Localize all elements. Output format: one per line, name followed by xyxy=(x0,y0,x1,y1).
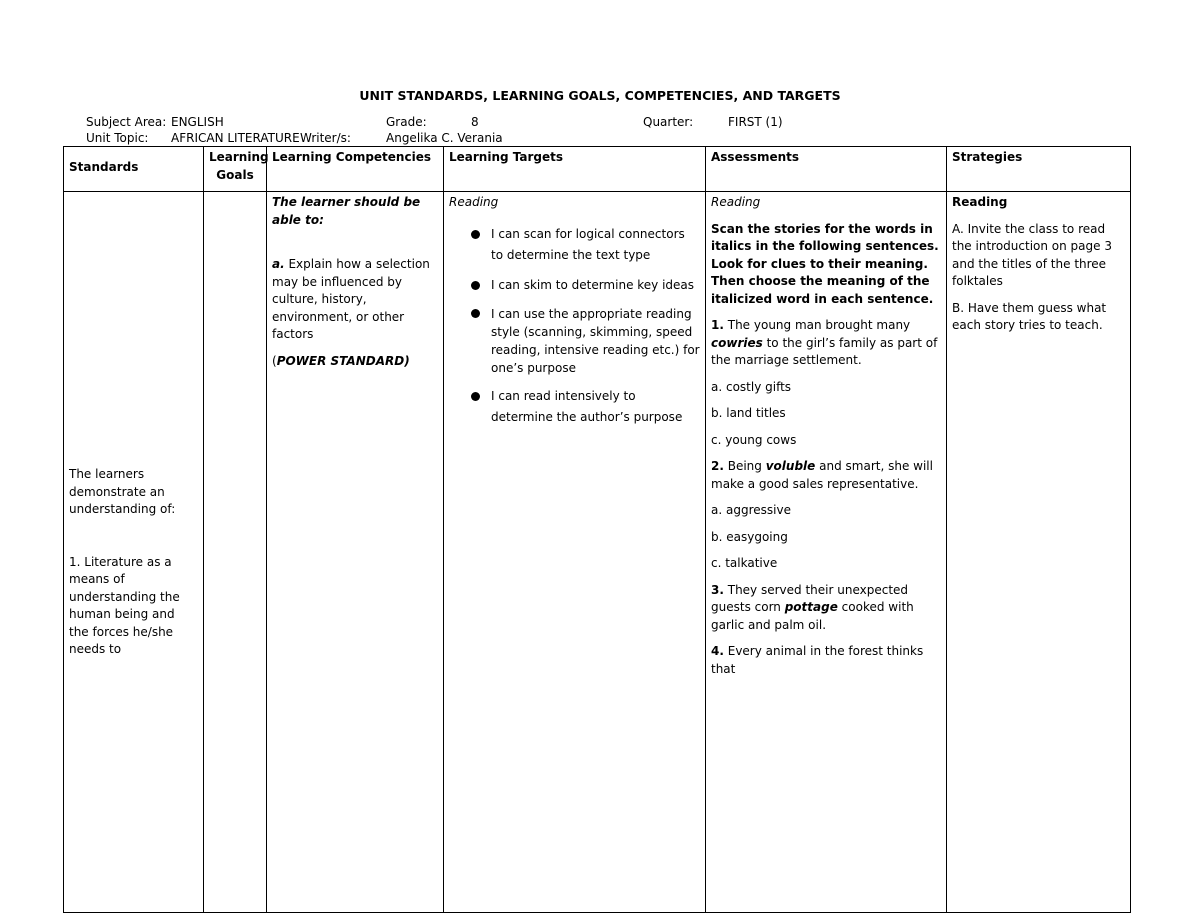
choice: a. aggressive xyxy=(711,503,791,517)
standards-item-1: 1. Literature as a means of understanding the human being and the forces he/she needs to xyxy=(69,554,180,656)
question-word: cowries xyxy=(711,335,763,350)
question-text: to the girl’s family as part of the marriage settlement. xyxy=(711,335,938,367)
power-standard xyxy=(272,353,438,371)
standards-table xyxy=(63,146,1131,913)
targets-heading: Reading xyxy=(449,195,499,209)
standards-cell xyxy=(64,192,204,913)
header-competencies: Learning Competencies xyxy=(267,147,444,192)
standards-intro: The learners demonstrate an understanding of: xyxy=(69,467,176,516)
subject-value: ENGLISH xyxy=(171,115,224,129)
choice: b. land titles xyxy=(711,406,786,420)
assessment-instructions: Scan the stories for the words in italics in the following sentences. Look for clues to their meaning. Then choose the meaning of the italicized word in each sentence. xyxy=(711,221,939,306)
learning-goals-cell xyxy=(204,192,267,913)
target-text: I can skim to determine key ideas xyxy=(491,277,695,292)
writer-label: Writer/s: xyxy=(300,131,351,145)
target-text: I can use the appropriate reading style (scanning, skimming, speed reading, intensive reading etc.) for one’s purpose xyxy=(491,306,700,375)
question-number: 3. xyxy=(711,582,724,597)
power-standard-label: POWER STANDARD) xyxy=(276,353,410,368)
choice: c. talkative xyxy=(711,556,778,570)
subject-label: Subject Area: xyxy=(86,115,167,129)
targets-cell xyxy=(444,192,706,913)
question-text: cooked with garlic and palm oil. xyxy=(711,600,914,632)
competency-a-text: Explain how a selection may be influenced by culture, history, environment, or other factors xyxy=(272,257,430,341)
question-text: and smart, she will make a good sales representative. xyxy=(711,459,933,491)
question-text: Being xyxy=(723,459,766,473)
question-number: 4. xyxy=(711,644,724,658)
question-2 xyxy=(711,458,941,493)
question-word: pottage xyxy=(784,600,838,614)
competencies-cell xyxy=(267,192,444,913)
question-word: voluble xyxy=(765,459,816,473)
header-assessments: Assessments xyxy=(706,147,947,192)
topic-label: Unit Topic: xyxy=(86,131,149,145)
table-row xyxy=(64,192,1131,913)
grade-value: 8 xyxy=(471,115,479,129)
grade-label: Grade: xyxy=(386,115,427,129)
choice: b. easygoing xyxy=(711,529,788,544)
header-standards: Standards xyxy=(64,147,204,192)
writer-value: Angelika C. Verania xyxy=(386,131,503,145)
question-number: 1. xyxy=(711,318,724,332)
strategy-a: A. Invite the class to read the introduction on page 3 and the titles of the three folktales xyxy=(952,221,1112,288)
strategy-b: B. Have them guess what each story tries to teach. xyxy=(952,300,1107,332)
quarter-value: FIRST (1) xyxy=(728,115,783,129)
competencies-lead: The learner should be able to: xyxy=(272,195,421,227)
assessments-heading: Reading xyxy=(711,195,761,209)
question-4 xyxy=(711,643,941,678)
competency-a-label: a. xyxy=(272,257,285,271)
question-text: Every animal in the forest thinks that xyxy=(711,644,924,676)
assessments-cell xyxy=(706,192,947,913)
question-1 xyxy=(711,317,941,370)
strategies-cell xyxy=(947,192,1131,913)
list-item xyxy=(491,275,700,296)
quarter-label: Quarter: xyxy=(643,115,694,129)
header-learning-goals: Learning Goals xyxy=(204,147,267,192)
bullet-icon xyxy=(471,309,480,318)
strategies-heading: Reading xyxy=(952,195,1008,209)
question-number: 2. xyxy=(711,459,724,473)
table-header-row xyxy=(64,147,1131,192)
competency-a xyxy=(272,256,438,344)
document-title: UNIT STANDARDS, LEARNING GOALS, COMPETENCIES, AND TARGETS xyxy=(359,88,841,103)
target-text: I can read intensively to determine the author’s purpose xyxy=(491,388,683,424)
power-open: ( xyxy=(272,353,277,368)
target-text: I can scan for logical connectors to determine the text type xyxy=(491,226,685,262)
list-item xyxy=(491,305,700,377)
choice: c. young cows xyxy=(711,432,797,447)
header-strategies: Strategies xyxy=(947,147,1131,192)
topic-value: AFRICAN LITERATURE xyxy=(171,131,300,145)
bullet-icon xyxy=(471,392,480,401)
header-targets: Learning Targets xyxy=(444,147,706,192)
choice: a. costly gifts xyxy=(711,379,792,394)
list-item xyxy=(491,224,700,266)
question-3 xyxy=(711,582,941,635)
bullet-icon xyxy=(471,281,480,290)
question-text: They served their unexpected guests corn xyxy=(711,582,909,614)
bullet-icon xyxy=(471,230,480,239)
question-text: The young man brought many xyxy=(723,318,911,332)
list-item xyxy=(491,386,700,428)
targets-list xyxy=(471,224,700,428)
